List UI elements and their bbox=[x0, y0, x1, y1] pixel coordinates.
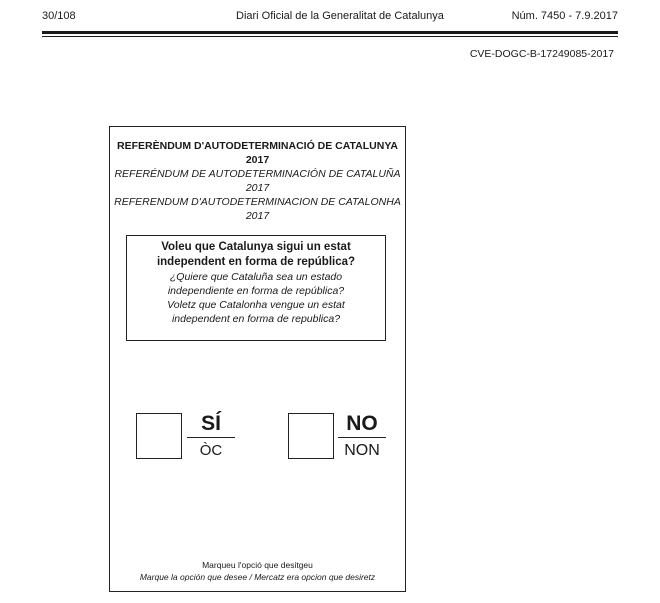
page-number: 30/108 bbox=[42, 10, 76, 22]
question-ca: Voleu que Catalunya sigui un estat independent en forma de república? bbox=[156, 241, 356, 268]
no-checkbox[interactable] bbox=[288, 413, 334, 459]
yes-label-oc: ÒC bbox=[199, 442, 223, 459]
issue-number: Núm. 7450 - 7.9.2017 bbox=[511, 10, 618, 22]
publication-title: Diari Oficial de la Generalitat de Catalunya bbox=[236, 10, 444, 22]
header-rule-thick bbox=[42, 31, 618, 34]
no-divider bbox=[338, 437, 386, 438]
yes-answer bbox=[187, 413, 235, 460]
no-answer bbox=[338, 413, 386, 460]
ballot-title-ca: REFERÈNDUM D'AUTODETERMINACIÓ DE CATALUNYA 2017 bbox=[117, 140, 398, 166]
yes-divider bbox=[187, 437, 235, 438]
ballot-paper bbox=[109, 126, 406, 592]
instruction-es-oc: Marque la opción que desee / Mercatz era opcion que desiretz bbox=[139, 572, 376, 582]
no-label-oc: NON bbox=[344, 442, 380, 459]
cve-code: CVE-DOGC-B-17249085-2017 bbox=[469, 48, 614, 60]
instruction-ca: Marqueu l'opció que desitgeu bbox=[202, 560, 313, 570]
yes-label: SÍ bbox=[201, 412, 221, 435]
question-es: ¿Quiere que Cataluña sea un estado independiente en forma de república? bbox=[167, 271, 345, 297]
yes-checkbox[interactable] bbox=[136, 413, 182, 459]
no-label: NO bbox=[346, 412, 378, 435]
ballot-title-es: REFERÉNDUM DE AUTODETERMINACIÓN DE CATALUÑA 2017 bbox=[114, 168, 401, 194]
ballot-title-oc: REFERENDUM D'AUTODETERMINACION DE CATALONHA 2017 bbox=[114, 196, 401, 222]
ballot-title bbox=[110, 139, 405, 223]
ballot-instructions bbox=[110, 559, 405, 583]
header-rule-thin bbox=[42, 36, 618, 37]
ballot-question bbox=[126, 235, 386, 341]
question-oc: Voletz que Catalonha vengue un estat independent en forma de republica? bbox=[167, 299, 345, 325]
